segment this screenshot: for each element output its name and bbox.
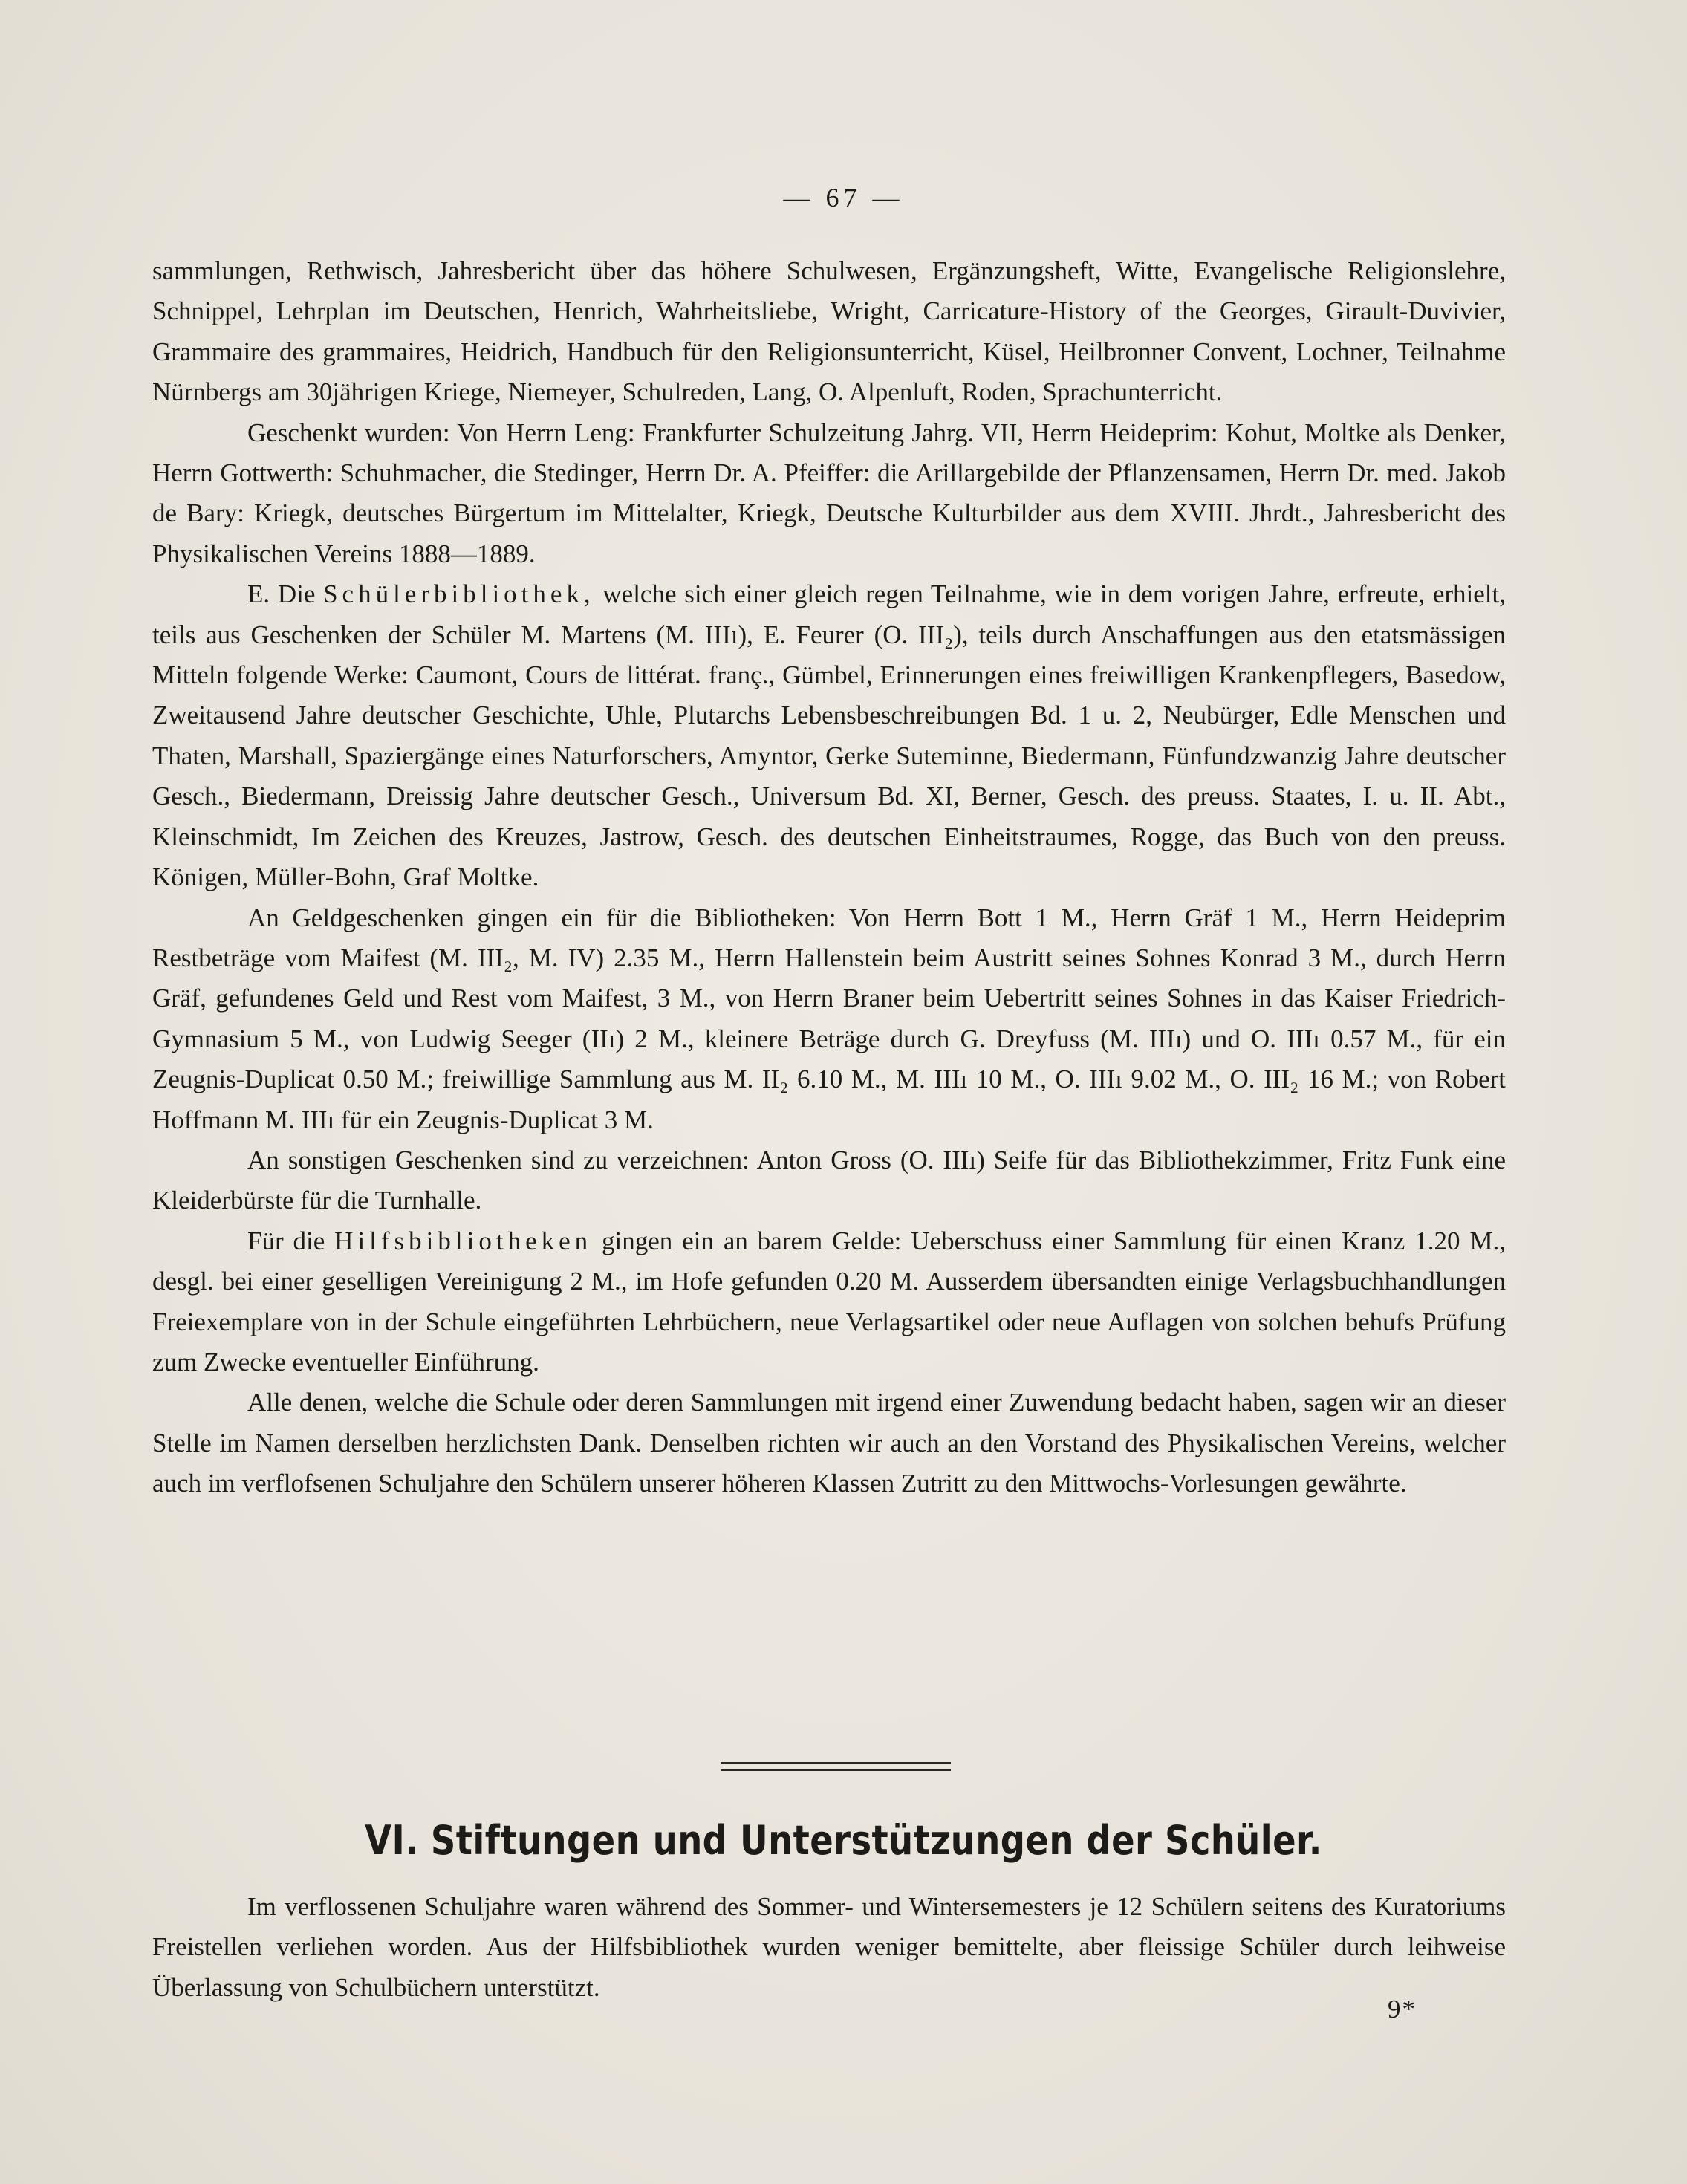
paragraph-money-gifts: An Geldgeschenken gingen ein für die Bibliotheken: Von Herrn Bott 1 M., Herrn Gräf 1 M., Herrn Heideprim Restbeträge vom Maifest (M. III₂, M. IV) 2.35 M., Herrn Hallenstein beim Austritt seines Sohnes Konrad 3 M., durch Herrn Gräf, gefundenes Geld und Rest vom Maifest, 3 M., von Herrn Braner beim Uebertritt seines Sohnes in das Kaiser Friedrich-Gymnasium 5 M., von Ludwig Seeger (IIı) 2 M., kleinere Beträge durch G. Dreyfuss (M. IIIı) und O. IIIı 0.57 M., für ein Zeugnis-Duplicat 0.50 M.; freiwillige Sammlung aus M. II₂ 6.10 M., M. IIIı 10 M., O. IIIı 9.02 M., O. III₂ 16 M.; von Robert Hoffmann M. IIIı für ein Zeugnis-Duplicat 3 M. [152, 903, 1506, 1134]
lead-text: E. Die [247, 579, 316, 609]
section-body [152, 1887, 1506, 2008]
paragraph-donations: Geschenkt wurden: Von Herrn Leng: Frankfurter Schulzeitung Jahrg. VII, Herrn Heideprim: Kohut, Moltke als Denker, Herrn Gottwerth: Schuhmacher, die Stedinger, Herrn Dr. A. Pfeiffer: die Arillargebilde der Pflanzensamen, Herrn Dr. med. Jakob de Bary: Kriegk, deutsches Bürgertum im Mittelalter, Kriegk, Deutsche Kulturbilder aus dem XVIII. Jhrdt., Jahresbericht des Physikalischen Vereins 1888—1889. [152, 417, 1506, 568]
page-number: — 67 — [783, 183, 904, 212]
paragraph-thanks: Alle denen, welche die Schule oder deren Sammlungen mit irgend einer Zuwendung bedacht haben, sagen wir an dieser Stelle im Namen derselben herzlichsten Dank. Denselben richten wir auch an den Vorstand des Physikalischen Vereins, welcher auch im verflofsenen Schuljahre den Schülern unserer höheren Klassen Zutritt zu den Mittwochs-Vorlesungen gewährte. [152, 1388, 1506, 1498]
paragraph-text: gingen ein an barem Gelde: Ueberschuss einer Sammlung für einen Kranz 1.20 M., desgl. bei einer geselligen Vereinigung 2 M., im Hofe gefunden 0.20 M. Ausserdem übersandten einige Verlagsbuchhandlungen Freiexemplare von in der Schule eingeführten Lehrbüchern, neue Verlagsartikel oder neue Auflagen von solchen behufs Prüfung zum Zwecke eventueller Einführung. [152, 1226, 1506, 1377]
spaced-term: Hilfsbibliotheken [334, 1226, 593, 1255]
paragraph-scholarships: Im verflossenen Schuljahre waren während des Sommer- und Wintersemesters je 12 Schülern seitens des Kuratoriums Freistellen verliehen worden. Aus der Hilfsbibliothek wurden weniger bemittelte, aber fleissige Schüler durch leihweise Überlassung von Schulbüchern unterstützt. [152, 1892, 1506, 2002]
paragraph-library-acquisitions: sammlungen, Rethwisch, Jahresbericht über das höhere Schulwesen, Ergänzungsheft, Witte, Evangelische Religionslehre, Schnippel, Lehrplan im Deutschen, Henrich, Wahrheitsliebe, Wright, Carricature-History of the Georges, Girault-Duvivier, Grammaire des grammaires, Heidrich, Handbuch für den Religionsunterricht, Küsel, Heilbronner Convent, Lochner, Teilnahme Nürnbergs am 30jährigen Kriege, Niemeyer, Schulreden, Lang, O. Alpenluft, Roden, Sprachunterricht. [152, 256, 1506, 407]
paragraph-aid-libraries [152, 1221, 1506, 1383]
paragraph-other-gifts: An sonstigen Geschenken sind zu verzeichnen: Anton Gross (O. IIIı) Seife für das Bibliothekzimmer, Fritz Funk eine Kleiderbürste für die Turnhalle. [152, 1145, 1506, 1215]
signature-mark: 9* [1388, 1995, 1417, 2024]
paragraph-text: welche sich einer gleich regen Teilnahme, wie in dem vorigen Jahre, erfreute, erhielt, teils aus Geschenken der Schüler M. Martens (M. IIIı), E. Feurer (O. III₂), teils durch Anschaffungen aus den etatsmässigen Mitteln folgende Werke: Caumont, Cours de littérat. franç., Gümbel, Erinnerungen eines freiwilligen Krankenpflegers, Basedow, Zweitausend Jahre deutscher Geschichte, Uhle, Plutarchs Lebensbeschreibungen Bd. 1 u. 2, Neubürger, Edle Menschen und Thaten, Marshall, Spaziergänge eines Naturforschers, Amyntor, Gerke Suteminne, Biedermann, Fünfundzwanzig Jahre deutscher Gesch., Biedermann, Dreissig Jahre deutscher Gesch., Universum Bd. XI, Berner, Gesch. des preuss. Staates, I. u. II. Abt., Kleinschmidt, Im Zeichen des Kreuzes, Jastrow, Gesch. des deutschen Einheitstraumes, Rogge, das Buch von den preuss. Königen, Müller-Bohn, Graf Moltke. [152, 579, 1506, 892]
paragraph-student-library [152, 574, 1506, 897]
spaced-term: Schülerbibliothek, [323, 579, 595, 609]
body-text [152, 251, 1506, 1504]
section-divider [721, 1762, 951, 1771]
lead-text: Für die [247, 1226, 325, 1255]
section-heading: VI. Stiftungen und Unterstützungen der Schüler. [365, 1817, 1322, 1864]
